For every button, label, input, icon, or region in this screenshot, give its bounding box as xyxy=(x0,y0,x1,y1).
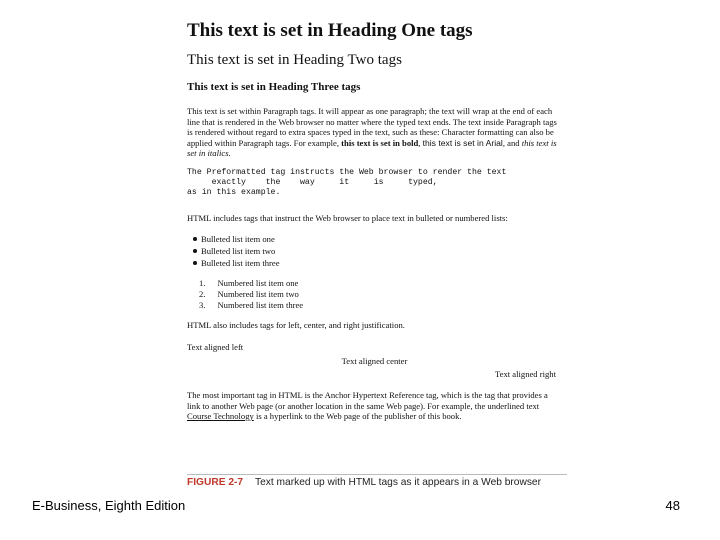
heading-one: This text is set in Heading One tags xyxy=(187,20,473,41)
list-number: 2. xyxy=(199,288,206,299)
bulleted-list xyxy=(187,233,562,269)
list-item-text: Bulleted list item one xyxy=(201,233,275,244)
paragraph-part-1: This text is set within Paragraph tags. It will appear as one paragraph; the text will wrap at the end of each line that is rendered in the Web browser no matter where the typed text ends. The text inside Paragraph tags is rendered without regard to extra spaces typed in the text, such as these: Character formatting can also be applied within Paragraph tags. For example, xyxy=(187,106,557,148)
heading-three: This text is set in Heading Three tags xyxy=(187,81,361,93)
list-item-text: Numbered list item one xyxy=(217,277,299,288)
anchor-paragraph-part-2: is a hyperlink to the Web page of the publisher of this book. xyxy=(253,411,462,422)
numbered-list xyxy=(187,278,562,311)
heading-two: This text is set in Heading Two tags xyxy=(187,52,402,68)
course-technology-link[interactable]: Course Technology xyxy=(187,411,254,422)
list-number: 3. xyxy=(199,299,206,310)
list-item xyxy=(193,245,562,257)
paragraph-part-2: , xyxy=(418,137,423,148)
list-item-text: Numbered list item two xyxy=(217,288,299,299)
bullet-icon xyxy=(193,237,197,241)
bullet-icon xyxy=(193,261,197,265)
aligned-right-text: Text aligned right xyxy=(495,369,556,380)
preformatted-text: The Preformatted tag instructs the Web browser to render the text exactly the way it is typed, as in this example. xyxy=(187,167,507,197)
list-item xyxy=(187,289,562,300)
list-item xyxy=(187,278,562,289)
list-item xyxy=(193,233,562,245)
paragraph-part-3: , and xyxy=(502,137,522,148)
bold-text: this text is set in bold xyxy=(341,137,419,148)
caption-text: Text marked up with HTML tags as it appears in a Web browser xyxy=(255,477,541,488)
anchor-paragraph-part-1: The most important tag in HTML is the Anchor Hypertext Reference tag, which is the tag that provides a link to another Web page (or another location in the same Web page). For example, the underlined text xyxy=(187,389,548,411)
footer-title: E-Business, Eighth Edition xyxy=(32,498,186,513)
list-number: 1. xyxy=(199,277,206,288)
aligned-center-text: Text aligned center xyxy=(341,355,408,366)
aligned-left-text: Text aligned left xyxy=(187,342,244,353)
list-item-text: Bulleted list item three xyxy=(201,257,280,268)
justification-text: HTML also includes tags for left, center, and right justification. xyxy=(187,319,405,330)
paragraph-part-4: . xyxy=(228,148,231,159)
italic-text: this text is set in italics xyxy=(187,137,557,159)
figure-caption xyxy=(187,474,567,488)
page-number: 48 xyxy=(665,498,680,513)
list-item-text: Numbered list item three xyxy=(217,299,304,310)
paragraph-text xyxy=(187,106,562,159)
figure-label: FIGURE 2-7 xyxy=(187,477,244,488)
anchor-paragraph xyxy=(187,390,562,422)
lists-intro: HTML includes tags that instruct the Web browser to place text in bulleted or numbered lists: xyxy=(187,212,508,223)
bullet-icon xyxy=(193,249,197,253)
list-item-text: Bulleted list item two xyxy=(201,245,276,256)
browser-rendered-document xyxy=(187,18,562,422)
list-item xyxy=(193,257,562,269)
arial-text: this text is set in Arial xyxy=(422,137,503,148)
list-item xyxy=(187,300,562,311)
